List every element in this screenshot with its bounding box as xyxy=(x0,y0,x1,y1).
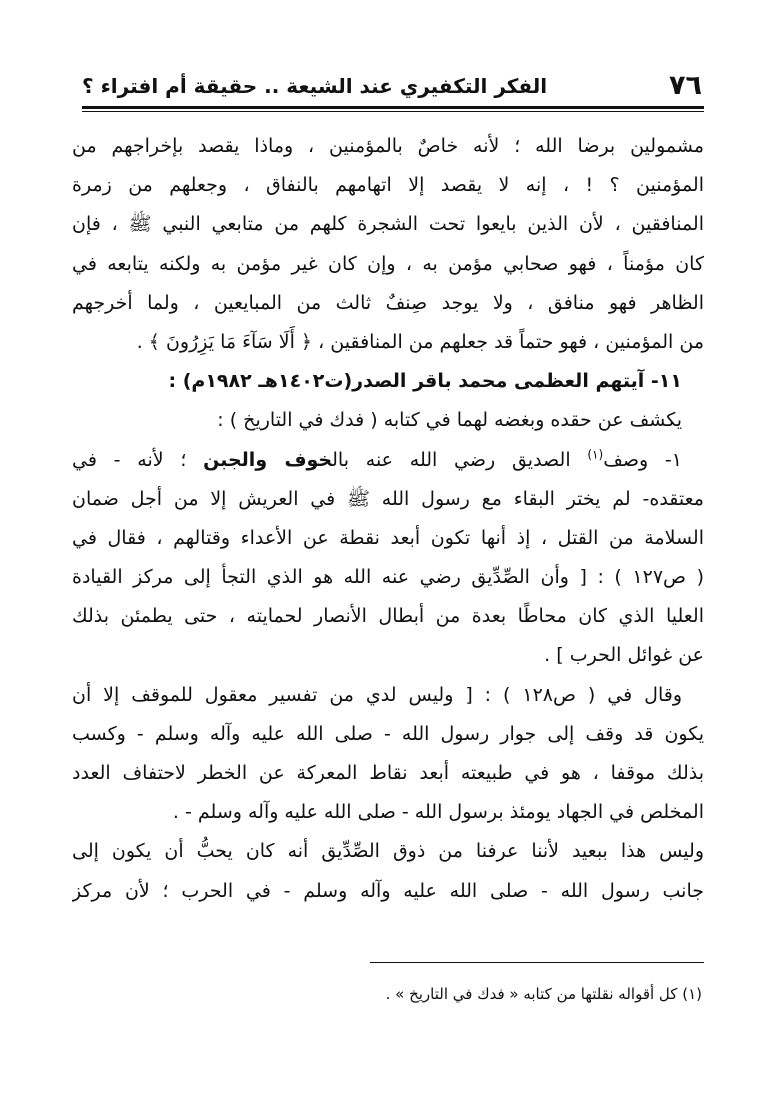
text-line: وليس هذا ببعيد لأننا عرفنا من ذوق الصِّدِّيق أنه كان يحبُّ أن يكون إلى xyxy=(72,840,704,863)
text-line: المخلص في الجهاد يومئذ برسول الله - صلى الله عليه وآله وسلم - . xyxy=(172,801,704,824)
text-line: معتقده- لم يختر البقاء مع رسول الله ﷺ في العريش إلا من أجل ضمان xyxy=(72,487,704,510)
footnote-marker: (١) xyxy=(682,985,702,1003)
text-line: كان مؤمناً ، فهو صحابي مؤمن به ، وإن كان غير مؤمن به ولكنه يتابعه في xyxy=(72,252,704,275)
text-line: وقال في ( ص١٢٨ ) : [ وليس لدي من تفسير معقول للموقف إلا أن xyxy=(72,683,682,706)
page-header xyxy=(82,66,702,110)
section-heading: ١١- آيتهم العظمى محمد باقر الصدر(ت١٤٠٢هـ ١٩٨٢م) : xyxy=(168,370,682,393)
text-line: جانب رسول الله - صلى الله عليه وآله وسلم - في الحرب ؛ لأن مركز xyxy=(72,879,704,902)
page-number: ٧٦ xyxy=(669,70,702,101)
text-line: من المؤمنين ، فهو حتماً قد جعلهم من المنافقين ، ﴿ أَلَا سَآءَ مَا يَزِرُونَ ﴾ . xyxy=(136,330,704,353)
text-line: السلامة من القتل ، إذ أنها تكون أبعد نقطة عن الأعداء وقتالهم ، فقال في xyxy=(72,526,704,549)
text-line: الظاهر فهو منافق ، ولا يوجد صِنفٌ ثالث من المبايعين ، ولما أخرجهم xyxy=(72,291,704,314)
text-line: يكون قد وقف إلى جوار رسول الله - صلى الله عليه وآله وسلم - وكسب xyxy=(72,722,704,745)
footnote-text: كل أقواله نقلتها من كتابه « فدك في التاريخ » . xyxy=(385,985,678,1003)
list-item-1-first-line xyxy=(72,441,704,480)
item-text-end: ؛ لأنه - في xyxy=(72,448,204,471)
running-title: الفكر التكفيري عند الشيعة .. حقيقة أم افتراء ؟ xyxy=(82,74,548,98)
item-number: ١- وصف xyxy=(603,448,682,471)
text-line: مشمولين برضا الله ؛ لأنه خاصٌ بالمؤمنين ، وماذا يقصد بإخراجهم من xyxy=(72,135,704,157)
text-line: بذلك موقفا ، هو في طبيعته أبعد نقاط المعركة عن الخطر لاحتفاف العدد xyxy=(72,762,704,784)
section-intro: يكشف عن حقده وبغضه لهما في كتابه ( فدك في التاريخ ) : xyxy=(217,409,682,432)
text-line: المنافقين ، لأن الذين بايعوا تحت الشجرة كلهم من متابعي النبي ﷺ ، فإن xyxy=(72,213,704,236)
header-rule xyxy=(82,106,704,109)
header-rule-thin xyxy=(82,111,704,112)
footnote xyxy=(82,985,702,1003)
footnote-separator xyxy=(370,962,704,963)
item-text: الصديق رضي الله عنه بال xyxy=(332,448,588,471)
text-line: العليا الذي كان محاطًا بعدة من أبطال الأنصار لحمايته ، حتى يطمئن بذلك xyxy=(72,605,704,628)
body-text xyxy=(72,127,704,911)
text-line: المؤمنين ؟ ! ، إنه لا يقصد إلا اتهامهم بالنفاق ، وجعلهم من زمرة xyxy=(72,174,704,197)
footnote-reference[interactable]: (١) xyxy=(587,447,604,462)
text-line: عن غوائل الحرب ] . xyxy=(544,644,704,667)
text-line: ( ص١٢٧ ) : [ وأن الصِّدِّيق رضي عنه الله هو الذي التجأ إلى مركز القيادة xyxy=(72,566,704,589)
emphasized-text: خوف والجبن xyxy=(203,448,333,471)
